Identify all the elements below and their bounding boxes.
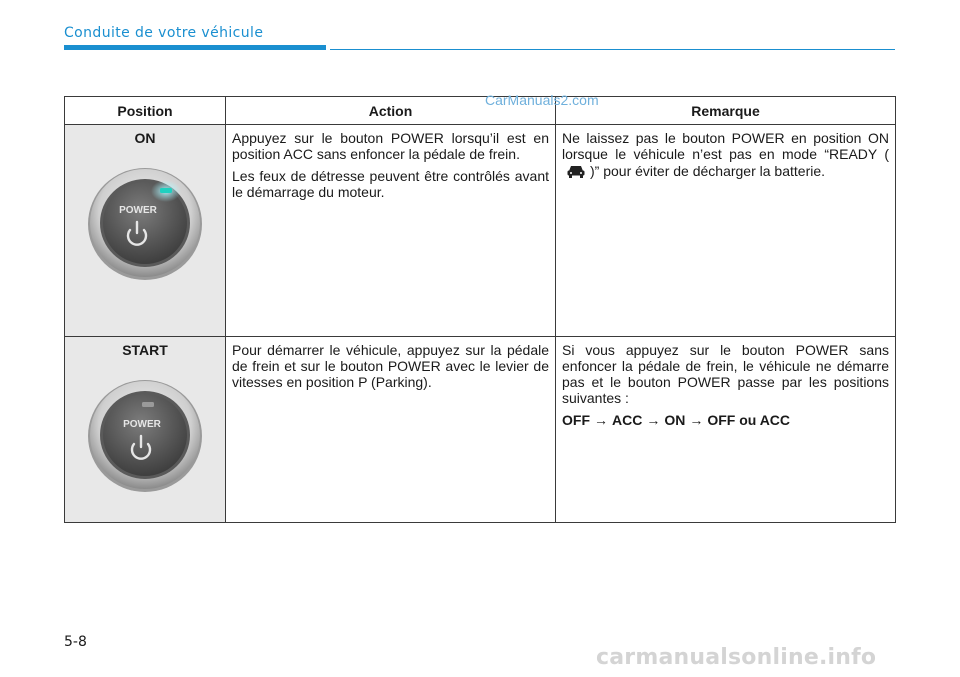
- sequence-step: ACC: [612, 412, 643, 428]
- column-header-action: Action: [226, 97, 556, 125]
- remark-cell-start: [556, 337, 896, 523]
- indicator-light: [160, 188, 172, 193]
- section-title: Conduite de votre véhicule: [64, 25, 264, 41]
- action-cell-start: [226, 337, 556, 523]
- power-button-positions-table: [64, 96, 896, 523]
- watermark-bottom: carmanualsonline.info: [596, 645, 877, 670]
- action-text: Pour démarrer le véhicule, appuyez sur la pédale de frein et sur le bouton POWER avec le levier de vitesses en position P (Parking).: [232, 342, 549, 390]
- table-row-start: [65, 337, 896, 523]
- remark-cell-on: [556, 125, 896, 337]
- page-number: 5-8: [64, 634, 87, 650]
- power-button-icon: [86, 164, 204, 282]
- column-header-position: Position: [65, 97, 226, 125]
- power-button-start-illustration: [86, 376, 204, 494]
- arrow-right-icon: →: [689, 412, 704, 428]
- position-cell-on: [65, 125, 226, 337]
- arrow-right-icon: →: [594, 412, 608, 428]
- header-accent-bar: [64, 45, 326, 50]
- action-cell-on: [226, 125, 556, 337]
- action-text: Appuyez sur le bouton POWER lorsqu’il est en position ACC sans enfoncer la pédale de frein.: [232, 130, 549, 162]
- ready-car-icon: [565, 162, 587, 180]
- table-header-row: [65, 97, 896, 125]
- remark-text: [562, 130, 889, 180]
- remark-text-start: Ne laissez pas le bouton POWER en position ON lorsque le véhicule n’est pas en mode “READY (: [562, 130, 889, 162]
- sequence-step: OFF ou ACC: [707, 412, 791, 428]
- position-cell-start: [65, 337, 226, 523]
- action-text: Les feux de détresse peuvent être contrôlés avant le démarrage du moteur.: [232, 168, 549, 200]
- button-label: POWER: [119, 205, 157, 216]
- position-label: START: [122, 342, 168, 358]
- power-button-on-illustration: [86, 164, 204, 282]
- sequence-step: OFF: [562, 412, 590, 428]
- remark-text-end: )” pour éviter de décharger la batterie.: [590, 163, 826, 179]
- position-sequence: [562, 412, 889, 428]
- header-rule: [330, 49, 895, 50]
- position-label: ON: [134, 130, 156, 146]
- power-button-icon: [86, 376, 204, 494]
- table-row-on: [65, 125, 896, 337]
- sequence-step: ON: [664, 412, 686, 428]
- arrow-right-icon: →: [646, 412, 661, 428]
- remark-text: Si vous appuyez sur le bouton POWER sans enfoncer la pédale de frein, le véhicule ne démarre pas et le bouton POWER passe par les positions suivantes :: [562, 342, 889, 406]
- watermark-top: CarManuals2.com: [485, 92, 599, 108]
- indicator-light: [142, 402, 154, 407]
- button-label: POWER: [123, 419, 161, 430]
- column-header-remark: Remarque: [556, 97, 896, 125]
